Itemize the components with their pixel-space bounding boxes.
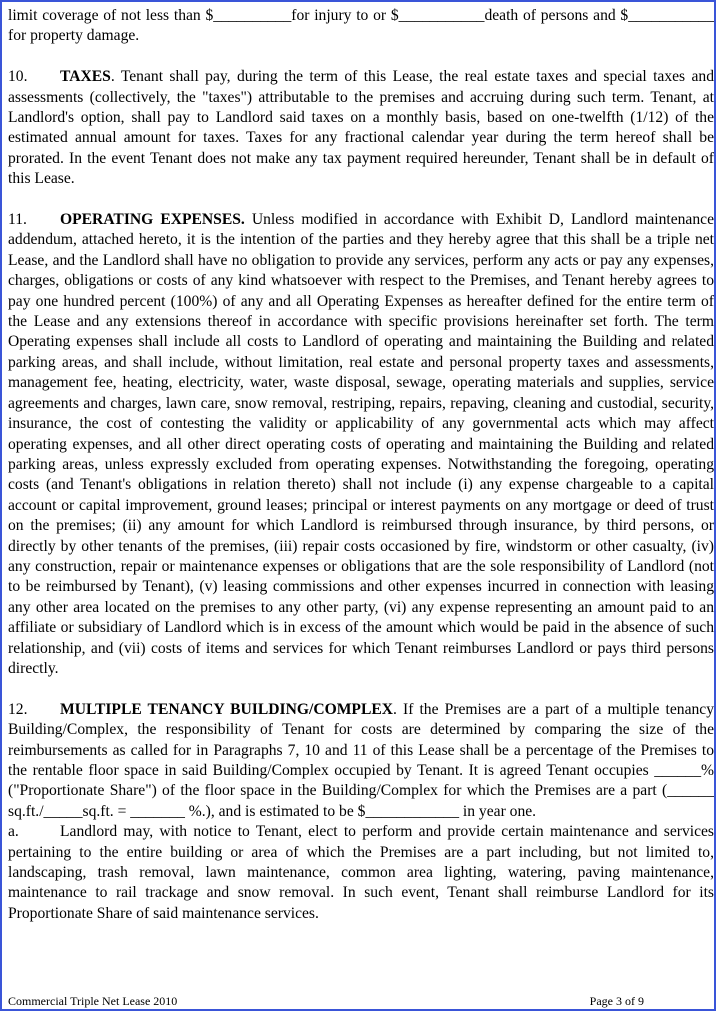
document-body — [8, 6, 714, 924]
footer-title: Commercial Triple Net Lease 2010 — [8, 994, 178, 1008]
section-body: . If the Premises are a part of a multiple tenancy Building/Complex, the responsibility of Tenant for costs are determined by comparing the size of the reimbursements as called for in Paragraphs 7, 10 and 11 of this Lease shall be a percentage of the Premises to the rentable floor space in said Building/Complex occupied by Tenant. It is agreed Tenant occupies ______% ("Proportionate Share") of the floor space in the Building/Complex for which the Premises are a part (______ sq.ft./_____sq.ft. = _______ %.), and is estimated to be $____________ in year one. — [8, 700, 714, 820]
section-number: 10. — [8, 68, 28, 86]
section-body: Unless modified in accordance with Exhibit D, Landlord maintenance addendum, attached hereto, it is the intention of the parties and they hereby agree that this shall be a triple net Lease, and the Landlord shall have no obligation to provide any services, perform any acts or pay any expenses, charges, obligations or costs of any kind whatsoever with respect to the Premises, and Tenant hereby agrees to pay one hundred percent (100%) of any and all Operating Expenses as hereafter defined for the entire term of the Lease and any extensions thereof in accordance with specific provisions hereinafter set forth. The term Operating expenses shall include all costs to Landlord of operating and maintaining the Building and related parking areas, and shall include, without limitation, real estate and personal property taxes and assessments, management fee, heating, electricity, water, waste disposal, sewage, operating materials and supplies, service agreements and charges, lawn care, snow removal, restriping, repairs, repaving, cleaning and custodial, security, insurance, the cost of contesting the validity or applicability of any governmental acts which may affect operating expenses, and all other direct operating costs of operating and maintaining the Building and related parking areas, unless expressly excluded from operating expenses. Notwithstanding the foregoing, operating costs (and Tenant's obligations in relation thereto) shall not include (i) any expense chargeable to a capital account or capital improvement, ground leases; principal or interest payments on any mortgage or deed of trust on the premises; (ii) any amount for which Landlord is reimbursed through insurance, by third persons, or directly by other tenants of the premises, (iii) repair costs occasioned by fire, windstorm or other casualty, (iv) any construction, repair or maintenance expenses or obligations that are the sole responsibility of Landlord (not to be reimbursed by Tenant), (v) leasing commissions and other expenses incurred in connection with leasing any other area located on the premises to any other party, (vi) any expense representing an amount paid to an affiliate or subsidiary of Landlord which is in excess of the amount which would be paid in the absence of such relationship, and (vii) costs of items and services for which Tenant reimburses Landlord or pays third persons directly. — [8, 211, 714, 677]
page-number: Page 3 of 9 — [589, 994, 644, 1008]
section-number: 11. — [8, 211, 27, 229]
paragraph-gap — [8, 47, 714, 67]
section-operating-expenses — [8, 210, 714, 679]
subsection-label: a. — [8, 823, 19, 841]
subsection-a — [8, 822, 714, 924]
subsection-body: Landlord may, with notice to Tenant, elect to perform and provide certain maintenance and services pertaining to the entire building or area of which the Premises are a part including, but not limited to, landscaping, trash removal, lawn maintenance, common area lighting, watering, paving maintenance, maintenance to rail trackage and snow removal. In such event, Tenant shall reimburse Landlord for its Proportionate Share of said maintenance services. — [8, 823, 714, 922]
section-number: 12. — [8, 700, 28, 718]
page-footer — [8, 994, 644, 1008]
intro-paragraph: limit coverage of not less than $__________for injury to or $___________death of persons and $___________ for property damage. — [8, 7, 714, 45]
paragraph-gap — [8, 679, 714, 699]
section-heading: OPERATING EXPENSES. — [60, 211, 245, 229]
section-heading: TAXES — [60, 68, 111, 86]
section-multiple-tenancy — [8, 700, 714, 822]
section-taxes — [8, 67, 714, 189]
section-heading: MULTIPLE TENANCY BUILDING/COMPLEX — [60, 700, 394, 718]
paragraph-gap — [8, 190, 714, 210]
section-body: . Tenant shall pay, during the term of this Lease, the real estate taxes and special taxes and assessments (collectively, the "taxes") attributable to the premises and accruing during such term. Tenant, at Landlord's option, shall pay to Landlord said taxes on a monthly basis, based on one-twelfth (1/12) of the estimated annual amount for taxes. Taxes for any fractional calendar year during the term hereof shall be prorated. In the event Tenant does not make any tax payment required hereunder, Tenant shall be in default of this Lease. — [8, 68, 714, 188]
